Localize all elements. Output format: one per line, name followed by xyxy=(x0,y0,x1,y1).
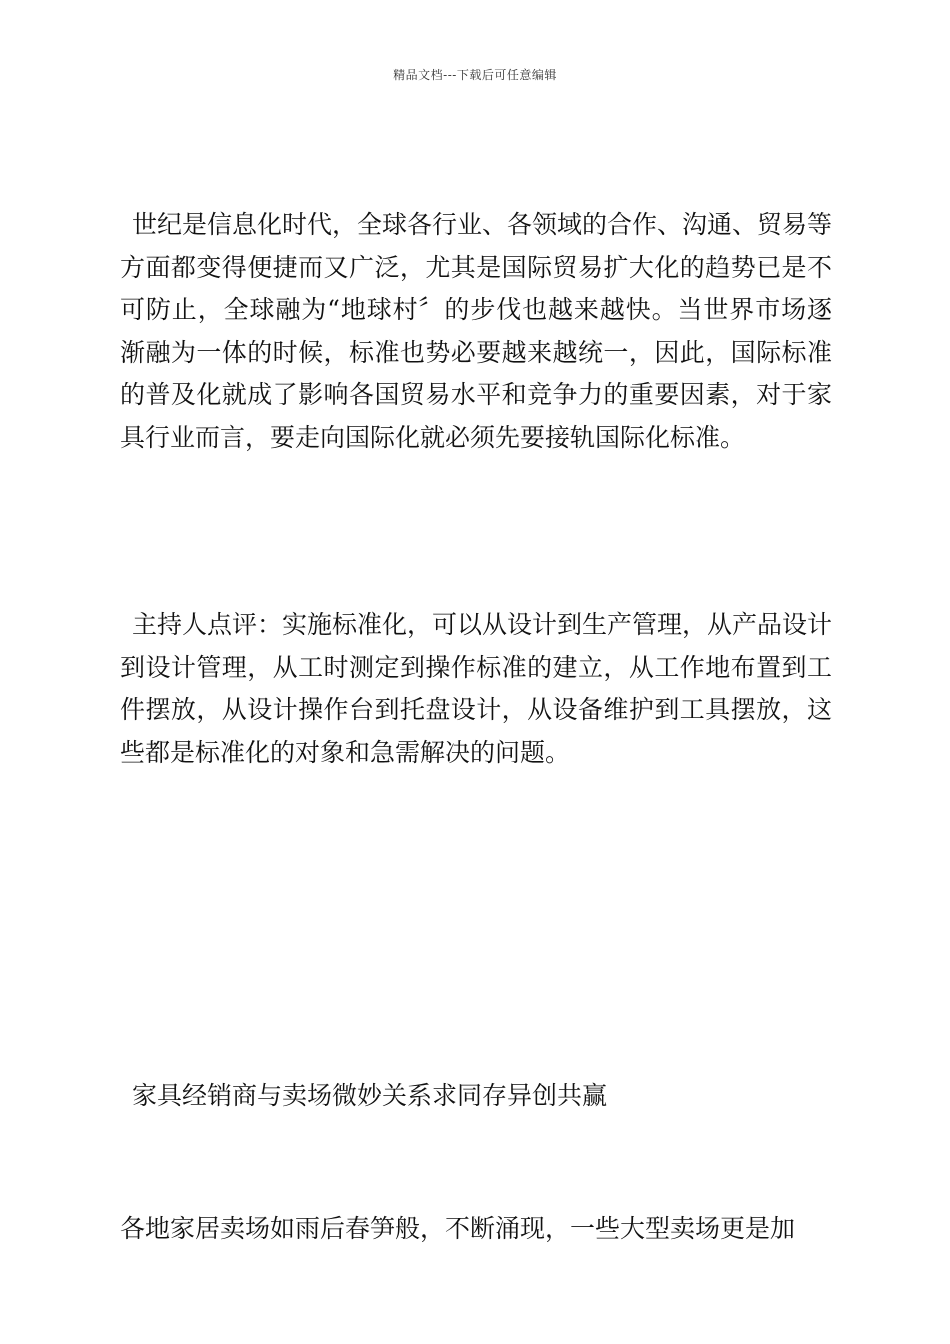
page-header: 精品文档---下载后可任意编辑 xyxy=(393,68,557,82)
body-paragraph xyxy=(120,204,832,459)
paragraph-text: 主持人点评：实施标准化，可以从设计到生产管理，从产品设计到设计管理，从工时测定到操作标准的建立，从工作地布置到工件摆放，从设计操作台到托盘设计，从设备维护到工具摆放，这些都是标准化的对象和急需解决的问题。 xyxy=(120,610,833,767)
paragraph-text: 世纪是信息化时代，全球各行业、各领域的合作、沟通、贸易等方面都变得便捷而又广泛，尤其是国际贸易扩大化的趋势已是不可防止，全球融为“地球村〞的步伐也越来越快。当世界市场逐渐融为一体的时候，标准也势必要越来越统一，因此，国际标准的普及化就成了影响各国贸易水平和竞争力的重要因素，对于家具行业而言，要走向国际化就必须先要接轨国际化标准。 xyxy=(120,210,833,452)
paragraph-text: 各地家居卖场如雨后春笋般，不断涌现，一些大型卖场更是加 xyxy=(120,1214,796,1243)
article-first-paragraph xyxy=(120,1208,832,1251)
article-title: 家具经销商与卖场微妙关系求同存异创共赢 xyxy=(132,1081,608,1110)
body-paragraph xyxy=(120,604,832,774)
